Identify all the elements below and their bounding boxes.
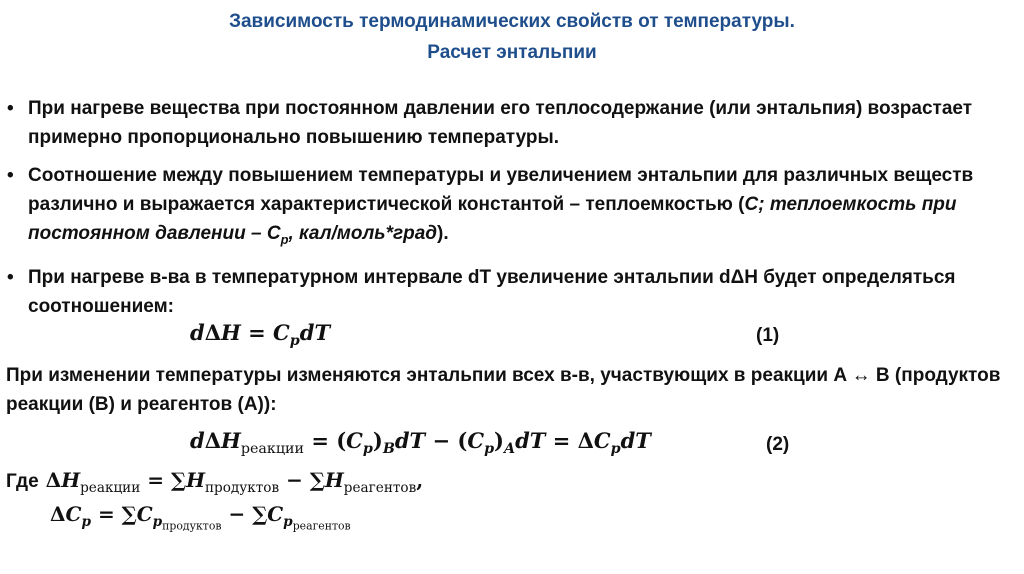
eq2-sub-a: A: [503, 441, 516, 458]
paragraph-reaction: При изменении температуры изменяются энтальпии всех в-в, участвующих в реакции A ↔ B (продуктов реакции (B) и реагентов (A)):: [6, 365, 1001, 415]
bullet-text: ; теплоемкость при постоянном давлении –: [28, 194, 957, 244]
cp-symbol: C: [266, 223, 281, 244]
heat-capacity-symbol: C: [744, 194, 759, 215]
bullet-list: [6, 94, 1006, 330]
bullet-dot-icon: •: [7, 266, 14, 288]
equation-2: $d\Delta H_{реакции} = (C_p)_BdT - (C_p)_AdT = \Delta C_pdT$: [190, 428, 651, 458]
where-label: Где: [6, 471, 39, 492]
slide-title: [0, 6, 1024, 68]
where-line-1: Где $\Delta H_{реакции} = \sum H_{продуктов} - \sum H_{реагентов}$,: [6, 468, 424, 496]
bullet-text: При нагреве вещества при постоянном давлении его теплосодержание (или энтальпия) возрастает примерно пропорционально повышению температуры.: [28, 98, 973, 148]
bullet-item: [6, 94, 1006, 152]
equation-1-number: (1): [756, 325, 780, 346]
bullet-text: Соотношение между повышением температуры и увеличением энтальпии для различных веществ различно и выражается характеристической константой – теплоемкостью (: [28, 165, 974, 215]
equation-2-number: (2): [766, 434, 790, 455]
bullet-text: ).: [437, 223, 449, 244]
bullet-item: [6, 161, 1006, 254]
cp-subscript: p: [280, 231, 289, 247]
title-line-1: Зависимость термодинамических свойств от температуры.: [229, 11, 795, 32]
where-sub-reagents: реагентов: [343, 480, 417, 496]
where-sub-products: продуктов: [204, 480, 280, 496]
heat-capacity-units: , кал/моль*град: [288, 223, 438, 244]
where-line-2: $\Delta C_p = \sum C_{p_{продуктов}} - \sum C_{p_{реагентов}}$: [50, 502, 351, 533]
bullet-text: При нагреве в-ва в температурном интервале dT увеличение энтальпии dΔH будет определяться соотношением:: [28, 266, 956, 317]
bullet-dot-icon: •: [7, 165, 14, 186]
bullet-item: [6, 263, 1006, 321]
where2-sub-products: продуктов: [162, 519, 222, 533]
equation-1: $d\Delta H = C_pdT$: [190, 320, 331, 350]
eq2-sub-reaction: реакции: [240, 441, 305, 458]
bullet-dot-icon: •: [7, 98, 14, 119]
eq2-sub-b: B: [382, 441, 395, 458]
where-sub-reaction: реакции: [80, 480, 141, 496]
title-line-2: Расчет энтальпии: [427, 42, 597, 63]
where2-sub-reagents: реагентов: [292, 519, 351, 533]
